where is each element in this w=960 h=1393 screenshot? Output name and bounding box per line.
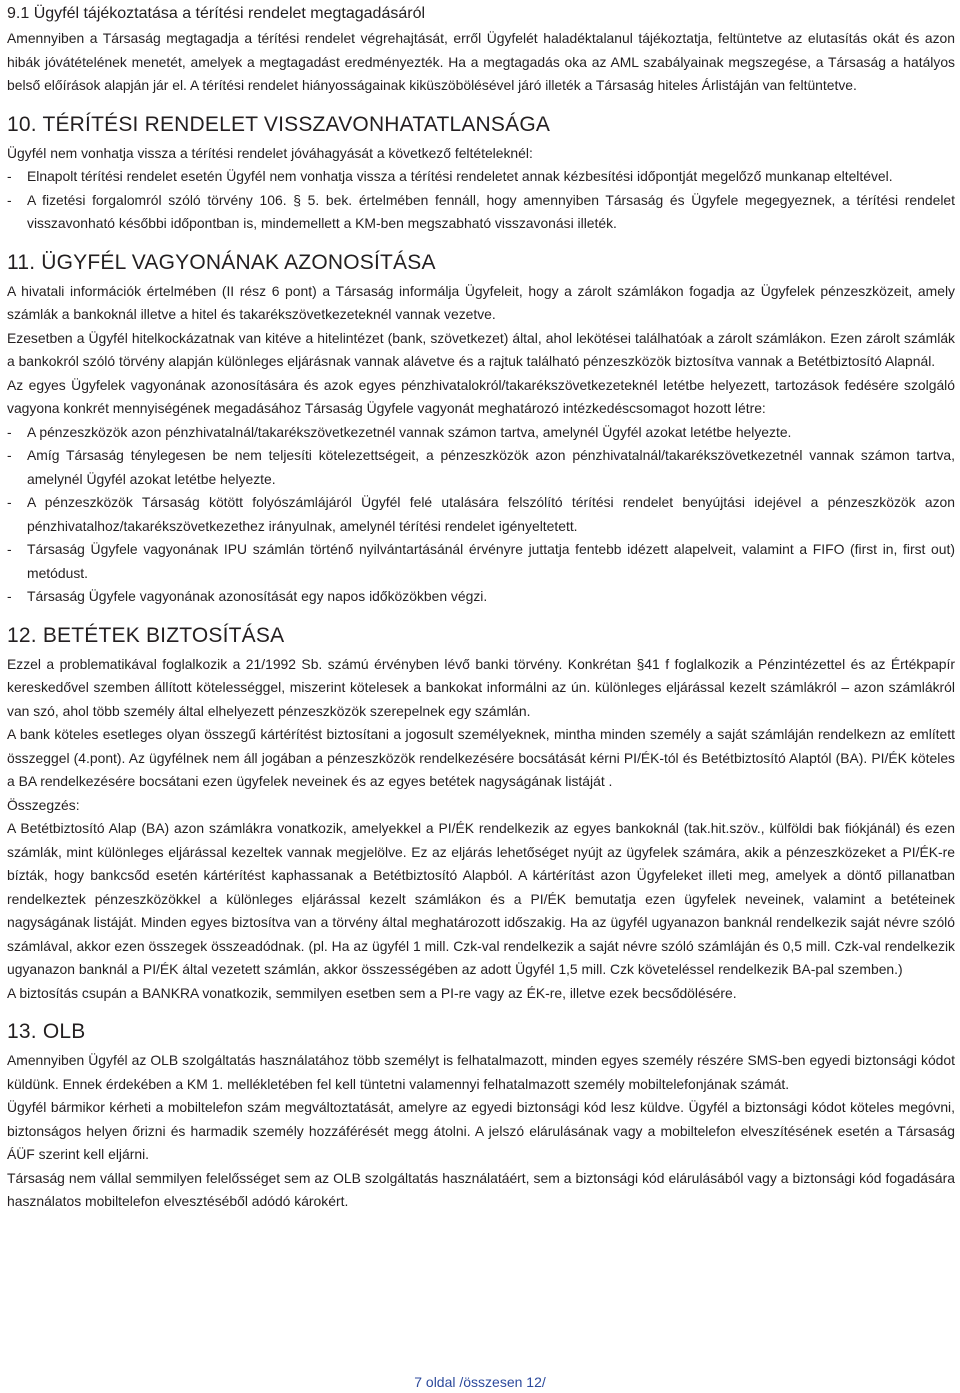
section-12-summary-label: Összegzés: bbox=[7, 796, 80, 813]
section-11-paragraph-2: Ezesetben a Ügyfél hitelkockázatnak van kitéve a hitelintézet (bank, szövetkezet) által, ahol lekötései találhatóak a zárolt számlákon. Ezen zárolt számlák a bankokról szóló törvény alapján különleges eljárásnak vannak alávetve és a rajtuk található pénzeszközök biztosítva vannak a Betétbiztosító Alapnál. bbox=[7, 329, 955, 369]
section-13-paragraph-3: Társaság nem vállal semmilyen felelősséget sem az OLB szolgáltatás használatáért, sem a biztonsági kód elárulásából vagy a biztonsági kód fogadására használatos mobiltelefon elvesztéséből adódó károkért. bbox=[7, 1169, 955, 1209]
section-11-title: 11. ÜGYFÉL VAGYONÁNAK AZONOSÍTÁSA bbox=[7, 250, 436, 274]
document-content bbox=[7, 3, 955, 1214]
section-9-1-paragraph: Amennyiben a Társaság megtagadja a térítési rendelet végrehajtását, erről Ügyfelét haladéktalanul tájékoztatja, feltüntetve az elutasítás okát és azon hibák jóvátételének menetét, amelyek a megtagadást eredményezték. Ha a megtagadás oka az AML szabályainak megszegése, a Társaság a hatályos belső előírások alapján jár el. A térítési rendelet hiányosságainak kiküszöbölésével járó illeték a Társaság hiteles Árlistáján van feltüntetve. bbox=[7, 30, 955, 93]
section-13-title: 13. OLB bbox=[7, 1020, 86, 1043]
section-12-paragraph-1: Ezzel a problematikával foglalkozik a 21/1992 Sb. számú érvényben lévő banki törvény. Konkrétan §41 f foglalkozik a Pénzintézettel és az Értékpapír kereskedővel szemben állított kötelességgel, miszerint kötelesek a bankokat informálni az ún. különleges eljárással kezelt számlákról – azon számlákról van szó, ahol több személy által elhelyezett pénzeszközök szerepelnek egy számlán. bbox=[7, 655, 955, 719]
list-item: - Társaság Ügyfele vagyonának IPU számlán történő nyilvántartásánál érvényre juttatja fentebb idézett alapelveit, valamint a FIFO (first in, first out) metódust. bbox=[7, 541, 955, 581]
section-12-paragraph-3: A Betétbiztosító Alap (BA) azon számlákra vonatkozik, amelyekkel a PI/ÉK rendelkezik az egyes bankoknál (tak.hit.szöv., külföldi bak fiókjánál) és ezen számlák, mint különleges eljárással kezeltek vannak megjelölve. Ez az eljárás lehetőséget nyújt az ügyfelek számára, akik a pénzeszközeket a PI/ÉK-re bízták, hogy bankcsőd esetén kártérítést kaphassanak a Betétbiztosító Alapból. A kártérítást azon Ügyfeleket illeti meg, amelyek a döntő pillanatban rendelkeztek pénzeszközökkel a különleges eljárással kezelt számlákon és a PI/ÉK bemutatja ezen ügyfelek neveinek, valamint a betéteinek nagyságának listáját. Minden egyes biztosítva van a törvény által meghatározott időszakig. Ha az ügyfél ugyanazon banknál rendelkezik saját névre szóló számlával, akkor ezen összegek összeadódnak. (pl. Ha az ügyfél 1 mill. Czk-val rendelkezik a saját névre szóló számláján és 0,5 mill. Czk-val rendelkezik ugyanazon banknál a PI/ÉK által vezetett számlán, akkor összességében az adott Ügyfél 1,5 mill. Czk követeléssel rendelkezik BA-pal szemben.) bbox=[7, 820, 955, 977]
section-11-paragraph-3: Az egyes Ügyfelek vagyonának azonosítására és azok egyes pénzhivatalokról/takarékszövetkezeteknél letétbe helyezett, tartozások fedésére szolgáló vagyona konkrét mennyiségének megadásához Társaság Ügyfele vagyonát meghatározó intézkedéscsomagot hozott létre: bbox=[7, 376, 955, 416]
section-10-intro: Ügyfél nem vonhatja vissza a térítési rendelet jóváhagyását a következő feltételeknél: bbox=[7, 144, 533, 161]
section-12-paragraph-4: A biztosítás csupán a BANKRA vonatkozik, semmilyen esetben sem a PI-re vagy az ÉK-re, illetve ezek becsődölésére. bbox=[7, 984, 737, 1001]
list-item: - A pénzeszközök azon pénzhivatalnál/takarékszövetkezetnél vannak számon tartva, amelynél Ügyfél azokat letétbe helyezte. bbox=[7, 423, 792, 440]
list-item: - A pénzeszközök Társaság kötött folyószámlájáról Ügyfél felé utalására felszólító térítési rendelet benyújtási idejével a pénzeszközök azon pénzhivatalhoz/takarékszövetkezethez irányulnak, amelynél térítési rendelet igényeltetett. bbox=[7, 494, 955, 534]
list-item: - A fizetési forgalomról szóló törvény 106. § 5. bek. értelmében fennáll, hogy amennyiben Társaság és Ügyfele megegyeznek, a térítési rendelet visszavonható későbbi időpontban is, mindemellett a KM-ben megszabható visszavonási illeték. bbox=[7, 191, 955, 231]
section-13-paragraph-1: Amennyiben Ügyfél az OLB szolgáltatás használatához több személyt is felhatalmazott, minden egyes személy részére SMS-ben egyedi biztonsági kódot küldünk. Ennek érdekében a KM 1. mellékletében fel kell tüntetni valamennyi felhatalmazott személy mobiltelefonjának számát. bbox=[7, 1052, 955, 1092]
list-item: - Amíg Társaság ténylegesen be nem teljesíti kötelezettségeit, a pénzeszközök azon pénzhivatalnál/takarékszövetkezetnél vannak számon tartva, amelynél Ügyfél azokat letétbe helyezte. bbox=[7, 447, 955, 487]
section-11-paragraph-1: A hivatali információk értelmében (II rész 6 pont) a Társaság informálja Ügyfeleit, hogy a zárolt számlákon fogadja az Ügyfelek pénzeszközeit, amely számlák a bankoknál illetve a hitel és takarékszövetkezeteknél vannak vezetve. bbox=[7, 282, 955, 322]
section-9-1-title: 9.1 Ügyfél tájékoztatása a térítési rendelet megtagadásáról bbox=[7, 5, 426, 22]
list-item: - Elnapolt térítési rendelet esetén Ügyfél nem vonhatja vissza a térítési rendeletet annak kézbesítési időpontját megelőző munkanap elteltével. bbox=[7, 168, 893, 184]
page-number-footer: 7 oldal /összesen 12/ bbox=[414, 1374, 546, 1390]
section-13-paragraph-2: Ügyfél bármikor kérheti a mobiltelefon szám megváltoztatását, amelyre az egyedi biztonsági kód lesz küldve. Ügyfél a biztonsági kódot köteles megóvni, biztonságos helyen őrizni és harmadik személy hozzáférését megg átolni. A jelszó elárulásának vagy a mobiltelefon elveszítésének esetén a Társaság ÁÜF szerint kell eljárni. bbox=[7, 1099, 955, 1162]
section-10-title: 10. TÉRÍTÉSI RENDELET VISSZAVONHATATLANSÁGA bbox=[7, 112, 551, 136]
section-12-paragraph-2: A bank köteles esetleges olyan összegű kártérítést biztosítani a jogosult személyeknek, mintha minden személy a saját számláján rendelkezn az említett összeggel (4.pont). Az ügyfélnek nem áll jogában a pénzeszközök rendelkezésére bocsátását kérni PI/ÉK-tól és Betétbiztosító Alaptól (BA). PI/ÉK köteles a BA rendelkezésére bocsátani ezen ügyfelek neveinek és az egyes betétek nagyságának listáját . bbox=[7, 726, 955, 789]
list-item: - Társaság Ügyfele vagyonának azonosítását egy napos időközökben végzi. bbox=[7, 588, 488, 604]
section-12-title: 12. BETÉTEK BIZTOSÍTÁSA bbox=[7, 623, 285, 647]
